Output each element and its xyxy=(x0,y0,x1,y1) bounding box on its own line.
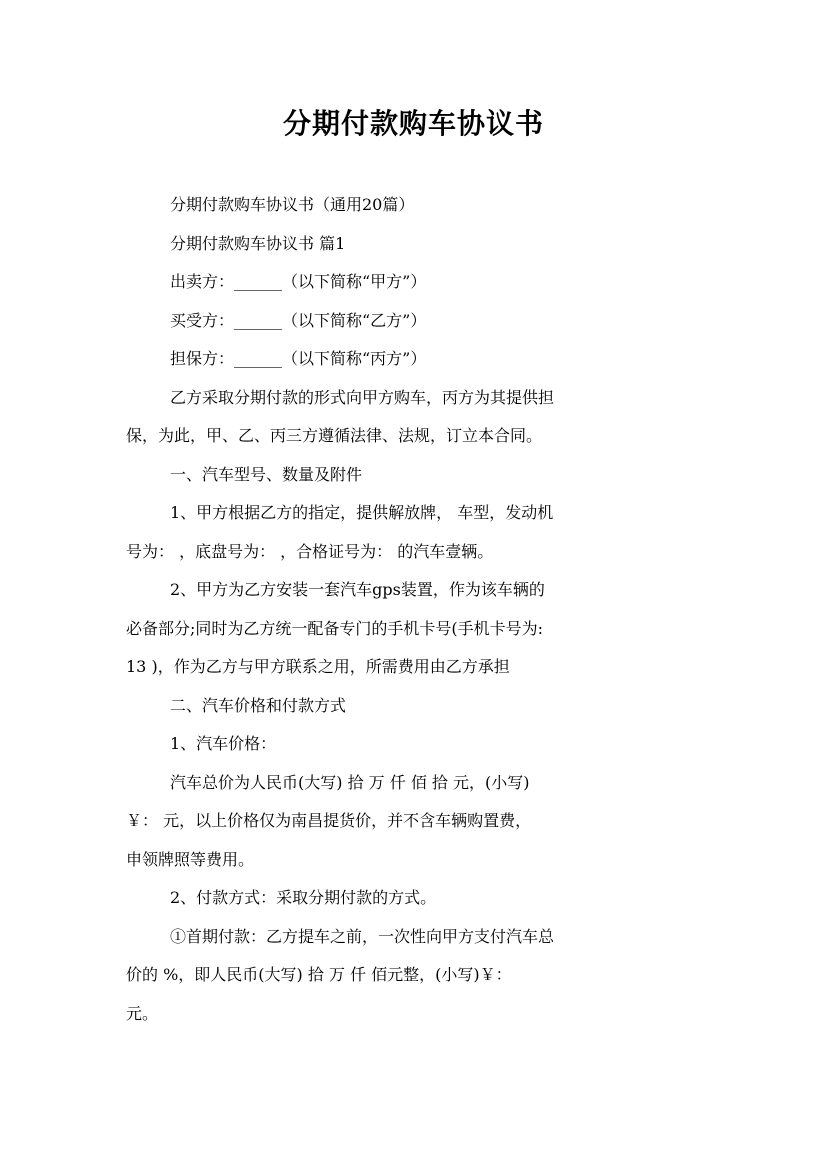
text-line: ①首期付款：乙方提车之前，一次性向甲方支付汽车总 xyxy=(170,926,555,946)
text-line: 二、汽车价格和付款方式 xyxy=(170,695,347,715)
text-line: 出卖方：______（以下简称“甲方”） xyxy=(170,272,427,291)
text-line: ￥： 元，以上价格仅为南昌提货价，并不含车辆购置费， xyxy=(126,811,532,830)
document-body xyxy=(126,192,716,1039)
text-line: 汽车总价为人民币(大写) 拾 万 仟 佰 拾 元，(小写) xyxy=(170,772,530,792)
text-line: 13 )，作为乙方与甲方联系之用，所需费用由乙方承担 xyxy=(126,657,510,676)
text-line: 申领牌照等费用。 xyxy=(126,849,255,869)
text-line: 分期付款购车协议书（通用20篇） xyxy=(170,195,415,214)
text-line: 1、甲方根据乙方的指定，提供解放牌， 车型，发动机 xyxy=(170,503,554,522)
text-line: 2、甲方为乙方安装一套汽车gps装置，作为该车辆的 xyxy=(170,580,545,599)
text-line: 担保方：______（以下简称“丙方”） xyxy=(170,349,427,368)
text-line: 必备部分;同时为乙方统一配备专门的手机卡号(手机卡号为: xyxy=(126,618,544,638)
text-line: 元。 xyxy=(126,1003,159,1023)
text-line: 一、汽车型号、数量及附件 xyxy=(170,464,363,484)
text-line: 号为： ，底盘号为： ，合格证号为： 的汽车壹辆。 xyxy=(126,541,494,561)
document-title: 分期付款购车协议书 xyxy=(282,107,544,140)
text-line: 保，为此，甲、乙、丙三方遵循法律、法规，订立本合同。 xyxy=(126,426,543,445)
text-line: 1、汽车价格： xyxy=(170,734,277,753)
text-line: 2、付款方式：采取分期付款的方式。 xyxy=(170,888,437,907)
text-line: 乙方采取分期付款的形式向甲方购车，丙方为其提供担 xyxy=(170,387,555,407)
text-line: 价的 %，即人民币(大写) 拾 万 仟 佰元整，(小写)￥： xyxy=(126,965,512,984)
text-line: 分期付款购车协议书 篇1 xyxy=(170,233,346,253)
text-line: 买受方：______（以下简称“乙方”） xyxy=(170,310,427,330)
